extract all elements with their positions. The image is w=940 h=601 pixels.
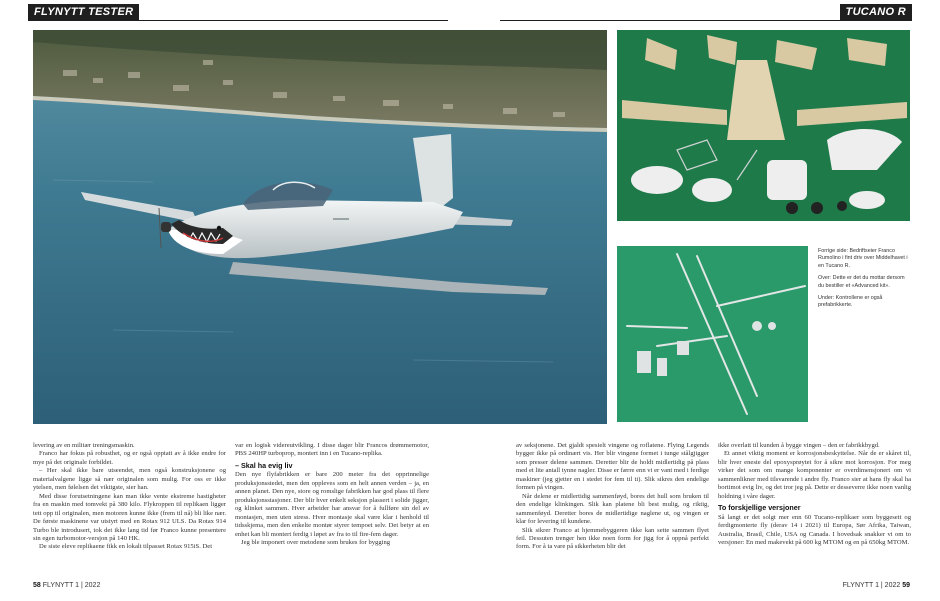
text-column-3 <box>516 442 709 552</box>
main-photo <box>33 30 607 424</box>
paragraph: Når delene er midlertidig sammenføyd, bores det hull som bruken til den endelige klinkingen. Slik kan platene bli best mulig, og riktig, sammenføyd. Deretter bores de midlertidige naglene ut, og vingen er klar for levering til kundene. <box>516 492 709 526</box>
kit-parts-photo <box>617 30 910 221</box>
section-tag-right: TUCANO R <box>840 4 912 20</box>
magazine-issue-left: FLYNYTT 1 | 2022 <box>42 582 101 589</box>
paragraph: Slik sikrer Franco at hjemmebyggeren ikke kan sette sammen flyet feil. Dessuten trenger hen ikke noen form for jigg for å oppnå perfekt form. For å ta vare på sikkerheten blir det <box>516 526 709 551</box>
paragraph: Så langt er det solgt mer enn 60 Tucano-replikaer som byggesett og ferdigmonterte fly (derav 14 i 2021) til Europa, Sør Afrika, Taiwan, Australia, Brasil, Chile, USA og Canada. I hovedsak snakker vi om to versjoner: En med makevekt på 600 kg MTOM og en på 650kg MTOM. <box>718 513 911 546</box>
text-column-2 <box>235 442 429 547</box>
caption-previous: Forrige side: Bedriftseier Franco Rumolino i fint driv over Middelhavet i en Tucano R. <box>818 248 908 269</box>
paragraph: levering av en militær treningsmaskin. <box>33 442 135 449</box>
text-column-4 <box>718 442 911 547</box>
paragraph: Et annet viktig moment er korrosjonsbeskyttelse. Når de er skåret til, blir hver eneste del epoxysprøytet for å sikre mot korrosjon. For meg virker det som om mange komponenter er overdimensjonert om vi sammenlikner med tilsvarende i andre fly. Franco sier at hans fly skal ha bortimot evig liv, og det tror jeg på. Dette er desseverre ikke noen vanlig holdning i våre dager. <box>718 450 911 500</box>
tucano-flight-illustration <box>33 30 607 424</box>
control-parts-illustration <box>617 246 808 422</box>
section-heading: To forskjellige versjoner <box>718 503 801 513</box>
photo-caption <box>818 248 912 315</box>
caption-below: Under: Kontrollene er også prefabrikkerte. <box>818 295 883 309</box>
magazine-issue-right: FLYNYTT 1 | 2022 <box>842 582 901 589</box>
folio-left <box>33 582 100 589</box>
header-rule-left <box>28 20 448 21</box>
kit-parts-illustration <box>617 30 910 221</box>
text-column-1 <box>33 442 226 552</box>
caption-above: Over: Dette er det du mottar dersom du bestiller et «Advanced kit». <box>818 275 905 289</box>
section-tag-left: FLYNYTT TESTER <box>28 4 139 20</box>
paragraph: Den nye flyfabrikken er bare 200 meter fra det opprinnelige produksjonsstedet, men den oppleves som en helt annen verden – ja, en annen planet. Den nye, store og romslige fabrikken har god plass til flere produksjonsstasjoner. Der blir hver enkelt seksjon plassert i solide jigger, og klinket sammen. Hver arbeider har ansvar for å fullføre sin del av montasjen, men uten stress. Hver montasje skal være klar i henhold til tidsskjema, men den enkelte montør styrer tempoet selv. Det betyr at en enhet kan bli montert ferdig i løpet av fra to til fire-fem dager. <box>235 471 429 538</box>
paragraph: ikke overlatt til kunden å bygge vingen – den er fabrikkbygd. <box>718 442 880 449</box>
paragraph: Jeg ble imponert over metodene som brukes for bygging <box>241 538 391 546</box>
page-number-right: 59 <box>902 582 910 589</box>
paragraph: var en logisk videreutvikling. I disse dager blir Francos drømmemotor, PBS 240HP turboprop, montert inn i en Tucano-replika. <box>235 442 429 458</box>
paragraph: av seksjonene. Det gjaldt spesielt vingene og roflatene. Flying Legends bygger ikke på ordinært vis. Her blir vingene formet i tunge stålgjigger som presser delene sammen. Deretter blir de holdt midlertidig på plass med et lite antall tynne nagler. Disse er færre enn vi er vant med i ferdige maskiner (jeg gjetter en i stedet for fem til ti). Slik sikres den endelige formen på vingen. <box>516 442 709 492</box>
section-heading: – Skal ha evig liv <box>235 460 293 470</box>
paragraph: Med disse forutsetningene kan man ikke vente ekstreme hastigheter fra en maskin med tomvekt på 380 kilo. Flykroppen til replikaen ligger tett opp til originalen, men motoren kunne ikke (frem til nå) bli like nær. De første maskinene var utstyrt med en Rotax 912 ULS. Da Rotax 914 Turbo ble introdusert, tok det ikke lang tid før Franco kunne presentere sin egen turbomotor-versjon på 140 HK. <box>33 492 226 542</box>
control-parts-photo <box>617 246 808 422</box>
header-rule-right <box>500 20 912 21</box>
page-number-left: 58 <box>33 582 41 589</box>
paragraph: Franco har fokus på robusthet, og er også opptatt av å ikke endre for mye på det originale forbildet. <box>33 450 226 466</box>
paragraph: – Her skal ikke bare utseendet, men også konstruksjonene og materialvalgene ligge så nær originalen som mulig. For oss er ikke ytelsen, men følelsen det viktigste, sier han. <box>33 467 226 492</box>
folio-right <box>843 582 910 589</box>
paragraph: De siste eleve replikaene fikk en lokalt tilpasset Rotax 915iS. Det <box>39 543 213 551</box>
